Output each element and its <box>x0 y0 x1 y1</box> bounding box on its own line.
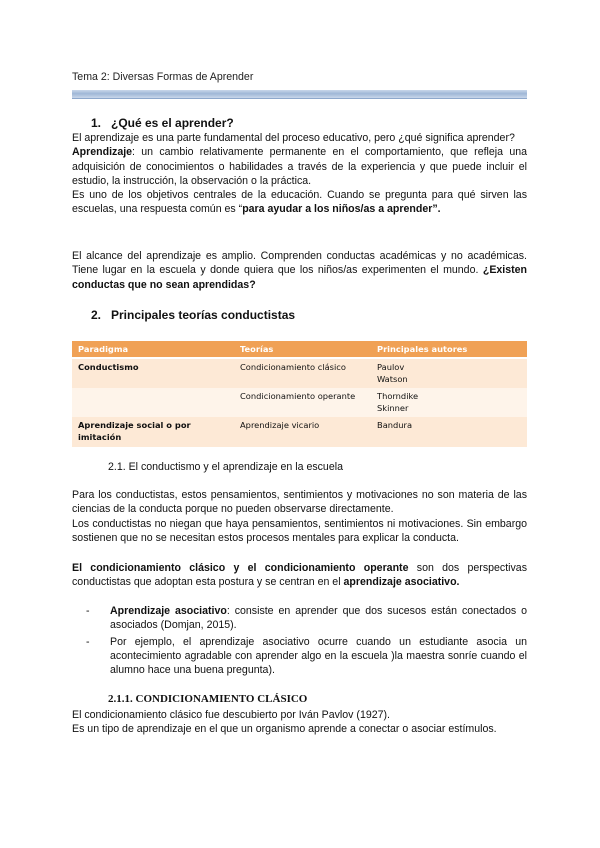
paragraph: El condicionamiento clásico fue descubierto por Iván Pavlov (1927). <box>72 709 390 721</box>
behaviorism-paragraphs <box>72 488 527 545</box>
table-row <box>72 358 527 388</box>
page-header-title: Tema 2: Diversas Formas de Aprender <box>72 71 254 83</box>
paragraph: Es un tipo de aprendizaje en el que un organismo aprende a conectar o asociar estímulos. <box>72 723 497 736</box>
table-author: Watson <box>377 373 408 384</box>
paragraph: Para los conductistas, estos pensamientos, sentimientos y motivaciones no son materia de las ciencias de la conducta porque no pueden observarse directamente. <box>72 489 527 516</box>
bullet-dash: - <box>86 635 90 648</box>
table-cell-paradigm <box>72 388 234 417</box>
subsection-2-1-title: 2.1. El conductismo y el aprendizaje en la escuela <box>108 461 343 473</box>
section-1-title: ¿Qué es el aprender? <box>111 116 234 130</box>
table-cell-paradigm: Conductismo <box>72 358 234 388</box>
conditioning-bold: El condicionamiento clásico y el condicionamiento operante <box>72 562 409 574</box>
table-author: Bandura <box>377 420 413 430</box>
table-header-authors: Principales autores <box>371 341 527 358</box>
table-row <box>72 417 527 447</box>
classical-conditioning-text <box>72 708 527 737</box>
bullet-list <box>86 604 527 679</box>
bullet-dash: - <box>86 605 90 617</box>
table-author: Paulov <box>377 362 405 372</box>
table-header-paradigm: Paradigma <box>72 341 234 358</box>
bullet-text: : consiste en aprender que dos sucesos están conectados o asociados (Domjan, 2015). <box>110 605 527 632</box>
section-1-body <box>72 131 527 217</box>
table-row <box>72 388 527 417</box>
scope-text: El alcance del aprendizaje es amplio. Comprenden conductas académicas y no académicas. Tiene lugar en la escuela y donde quiera que los niños/as experimenten el mundo. <box>72 250 527 277</box>
objective-text: Es uno de los objetivos centrales de la educación. Cuando se pregunta para qué sirven las escuelas, una respuesta común es “ <box>72 189 527 216</box>
table-cell-paradigm: Aprendizaje social o por imitación <box>72 417 234 447</box>
section-2-title: Principales teorías conductistas <box>111 308 296 322</box>
theories-table <box>72 341 527 447</box>
table-cell-authors <box>371 417 527 447</box>
bullet-term: Aprendizaje asociativo <box>110 605 227 617</box>
objective-paragraph <box>72 188 527 217</box>
table-cell-authors <box>371 358 527 388</box>
section-2-heading <box>91 308 295 322</box>
definition-paragraph <box>72 145 527 188</box>
section-2-number: 2. <box>91 308 102 322</box>
conditioning-paragraph <box>72 561 527 590</box>
header-rule <box>72 90 527 99</box>
list-item <box>86 604 527 633</box>
table-cell-theory: Condicionamiento operante <box>234 388 371 417</box>
table-cell-theory: Condicionamiento clásico <box>234 358 371 388</box>
table-cell-authors <box>371 388 527 417</box>
subsection-2-1-1-title: 2.1.1. CONDICIONAMIENTO CLÁSICO <box>108 693 308 705</box>
intro-paragraph: El aprendizaje es una parte fundamental del proceso educativo, pero ¿qué significa aprender? <box>72 132 515 144</box>
conditioning-text: son dos perspectivas conductistas que adoptan esta postura y se centran en el <box>72 562 527 589</box>
scope-paragraph <box>72 249 527 292</box>
bullet-text: Por ejemplo, el aprendizaje asociativo ocurre cuando un estudiante asocia un acontecimiento agradable con aprender algo en la escuela )la maestra sonríe cuando el alumno hace una buena pregunta). <box>110 635 527 677</box>
list-item <box>86 635 527 678</box>
section-1-heading <box>91 116 234 130</box>
scope-question: ¿Existen conductas que no sean aprendidas? <box>72 264 527 291</box>
table-cell-theory: Aprendizaje vicario <box>234 417 371 447</box>
associative-learning-bold: aprendizaje asociativo. <box>343 576 460 589</box>
table-header-row <box>72 341 527 358</box>
paragraph: Los conductistas no niegan que haya pensamientos, sentimientos ni motivaciones. Sin embargo sostienen que no se necesitan estos procesos mentales para explicar la conducta. <box>72 517 527 544</box>
objective-bold: para ayudar a los niños/as a aprender”. <box>242 203 441 216</box>
definition-text: : un cambio relativamente permanente en el comportamiento, que refleja una adquisición de conocimientos o habilidades a través de la experiencia y que puede incluir el estudio, la instrucción, la observación o la práctica. <box>72 146 527 187</box>
table-author: Thorndike <box>377 391 419 401</box>
table-header-theories: Teorías <box>234 341 371 358</box>
definition-term: Aprendizaje <box>72 146 133 159</box>
section-1-number: 1. <box>91 116 102 130</box>
table-author: Skinner <box>377 402 409 413</box>
